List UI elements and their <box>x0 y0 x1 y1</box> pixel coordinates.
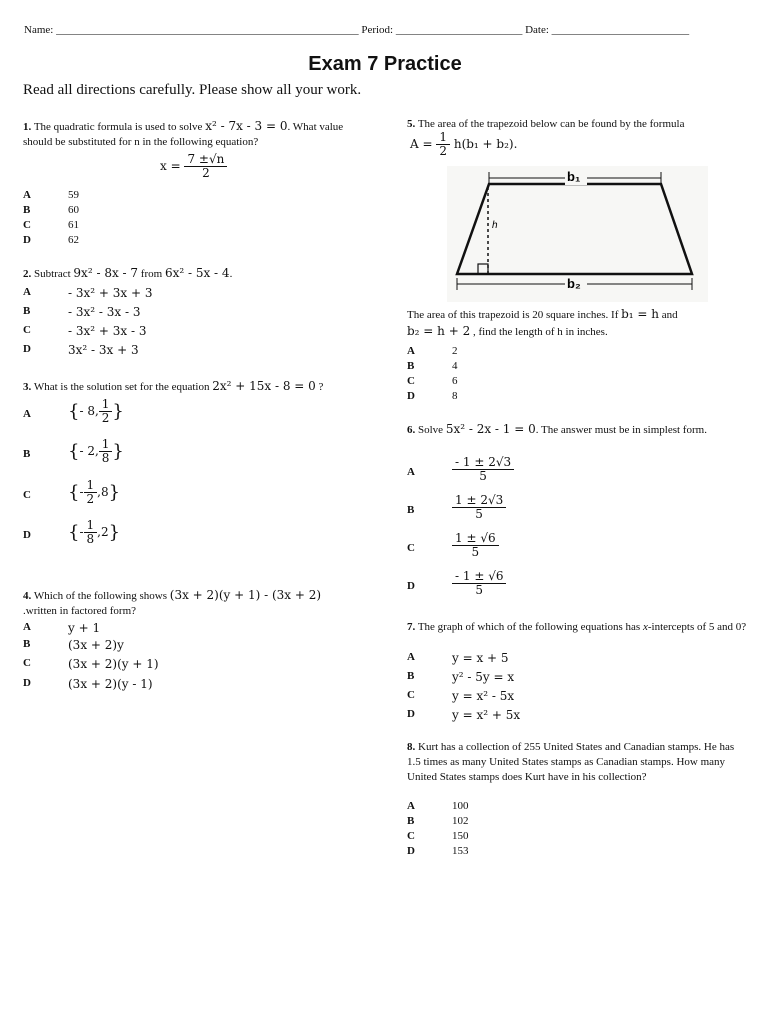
option-letter: D <box>23 234 31 246</box>
option-value: $\frac{- 1 \pm √6}{5}$ <box>452 570 506 597</box>
question-text: ? <box>318 381 324 393</box>
expression: 6x² - 5x - 4 <box>164 266 230 280</box>
option-letter: A <box>23 621 31 633</box>
option-letter: B <box>23 204 31 216</box>
option-value: 6 <box>452 375 458 387</box>
option-letter: A <box>23 189 31 201</box>
question-text: The area of this trapezoid is 20 square inches. If <box>407 309 619 321</box>
option-value: y = x + 5 <box>452 651 509 665</box>
option-letter: D <box>407 845 415 857</box>
option-letter: B <box>407 815 415 827</box>
option-letter: D <box>23 677 31 689</box>
variable: x <box>642 621 648 633</box>
option-letter: B <box>407 670 415 682</box>
option-value: 2 <box>452 345 458 357</box>
question-5-condition <box>407 306 752 340</box>
quadratic-formula <box>160 153 227 180</box>
option-value: 102 <box>452 815 469 827</box>
option-letter: D <box>407 708 415 720</box>
option-value: {- 8, $\frac{1}{2}$ } <box>68 397 124 426</box>
question-text: What is the solution set for the equation <box>33 381 210 393</box>
option-value: {- 2, $\frac{1}{8}$ } <box>68 437 124 466</box>
question-7 <box>407 620 747 635</box>
formula-denominator: 2 <box>202 166 210 181</box>
option-value: {- $\frac{1}{2}$ ,8} <box>68 478 121 507</box>
question-text: The area of the trapezoid below can be found by the formula <box>417 118 685 130</box>
equation: 5x² - 2x - 1 = 0 <box>445 422 536 436</box>
option-value: (3x + 2)y <box>68 638 124 652</box>
option-value: 153 <box>452 845 469 857</box>
option-letter: B <box>23 638 31 650</box>
question-text: . <box>229 268 233 280</box>
formula-lhs: x = <box>160 159 181 174</box>
condition: b₁ = h <box>621 307 660 321</box>
question-text: -intercepts of 5 and 0? <box>647 621 747 633</box>
option-value: y = x² - 5x <box>452 689 515 703</box>
question-text: from <box>140 268 163 280</box>
question-text: The graph of which of the following equations has <box>417 621 641 633</box>
question-text: Solve <box>418 424 444 436</box>
option-value: y = x² + 5x <box>452 708 521 722</box>
option-letter: C <box>23 657 31 669</box>
question-2 <box>23 265 368 282</box>
formula-numerator: 7 ±√n <box>184 153 227 167</box>
option-value: (3x + 2)(y + 1) <box>68 657 159 671</box>
expression: (3x + 2)(y + 1) - (3x + 2) <box>169 588 322 602</box>
option-letter: C <box>23 489 31 501</box>
option-letter: D <box>23 343 31 355</box>
question-text: . The answer must be in simplest form. <box>535 424 707 436</box>
question-4 <box>23 587 368 619</box>
option-value: 62 <box>68 234 79 246</box>
question-text: and <box>661 309 678 321</box>
option-letter: A <box>23 286 31 298</box>
question-number: 2. <box>23 268 32 280</box>
option-letter: C <box>23 324 31 336</box>
option-value: 4 <box>452 360 458 372</box>
question-number: 4. <box>23 590 32 602</box>
b1-label: b₁ <box>567 169 581 184</box>
question-number: 8. <box>407 741 416 753</box>
trapezoid-figure <box>447 166 708 302</box>
trapezoid-diagram <box>447 166 708 302</box>
option-letter: A <box>23 408 31 420</box>
question-1 <box>23 118 368 150</box>
option-letter: B <box>23 448 31 460</box>
option-value: $\frac{- 1 \pm 2√3}{5}$ <box>452 456 514 483</box>
option-letter: B <box>23 305 31 317</box>
equation: x² - 7x - 3 = 0 <box>205 119 288 133</box>
option-value: 61 <box>68 219 79 231</box>
option-value: 8 <box>452 390 458 402</box>
condition: b₂ = h + 2 <box>407 323 471 338</box>
question-text: . What value should be substituted for n in the following equation? <box>23 121 344 148</box>
question-text: .written in factored form? <box>23 604 137 617</box>
option-letter: C <box>407 830 415 842</box>
height-label: h <box>492 220 498 231</box>
option-value: {- $\frac{1}{8}$ ,2} <box>68 518 121 547</box>
question-number: 1. <box>23 121 32 133</box>
question-text: Kurt has a collection of 255 United States and Canadian stamps. He has 1.5 times as many United States stamps as Canadian stamps. How many United States stamps does Kurt have in his collection? <box>407 741 735 783</box>
question-5 <box>407 117 752 132</box>
option-value: 59 <box>68 189 79 201</box>
option-value: $\frac{1 \pm 2√3}{5}$ <box>452 494 506 521</box>
option-letter: C <box>407 542 415 554</box>
option-letter: C <box>407 375 415 387</box>
option-letter: C <box>23 219 31 231</box>
option-letter: D <box>407 580 415 592</box>
question-8 <box>407 740 749 785</box>
trapezoid-area-formula: A = $\frac{1}{2}$ h(b₁ + b₂). <box>410 130 518 159</box>
option-letter: C <box>407 689 415 701</box>
option-letter: B <box>407 360 415 372</box>
option-letter: A <box>407 466 415 478</box>
option-value: (3x + 2)(y - 1) <box>68 677 153 691</box>
b2-label: b₂ <box>567 276 581 291</box>
option-letter: B <box>407 504 415 516</box>
option-value: y² - 5y = x <box>452 670 515 684</box>
page-title: Exam 7 Practice <box>308 53 462 75</box>
option-letter: A <box>407 651 415 663</box>
option-letter: A <box>407 345 415 357</box>
option-value: 100 <box>452 800 469 812</box>
question-number: 7. <box>407 621 416 633</box>
option-letter: D <box>407 390 415 402</box>
option-letter: D <box>23 529 31 541</box>
option-value: y + 1 <box>68 621 101 635</box>
question-text: Subtract <box>34 268 71 280</box>
question-text: The quadratic formula is used to solve <box>33 121 203 133</box>
question-3 <box>23 378 368 395</box>
option-value: - 3x² + 3x - 3 <box>68 324 147 338</box>
question-text: , find the length of h in inches. <box>472 325 608 338</box>
question-6 <box>407 421 747 438</box>
question-number: 5. <box>407 118 416 130</box>
option-value: $\frac{1 \pm √6}{5}$ <box>452 532 499 559</box>
question-number: 3. <box>23 381 32 393</box>
name-period-date-line: Name: _______________________________________________________ Period: _______________________ Date: _________________________ <box>24 24 690 36</box>
option-value: - 3x² - 3x - 3 <box>68 305 141 319</box>
option-letter: A <box>407 800 415 812</box>
directions-text: Read all directions carefully. Please show all your work. <box>23 82 362 98</box>
question-number: 6. <box>407 424 416 436</box>
option-value: 60 <box>68 204 79 216</box>
expression: 9x² - 8x - 7 <box>73 266 139 280</box>
equation: 2x² + 15x - 8 = 0 <box>212 379 316 393</box>
option-value: 150 <box>452 830 469 842</box>
option-value: 3x² - 3x + 3 <box>68 343 139 357</box>
option-value: - 3x² + 3x + 3 <box>68 286 153 300</box>
question-text: Which of the following shows <box>33 590 168 602</box>
